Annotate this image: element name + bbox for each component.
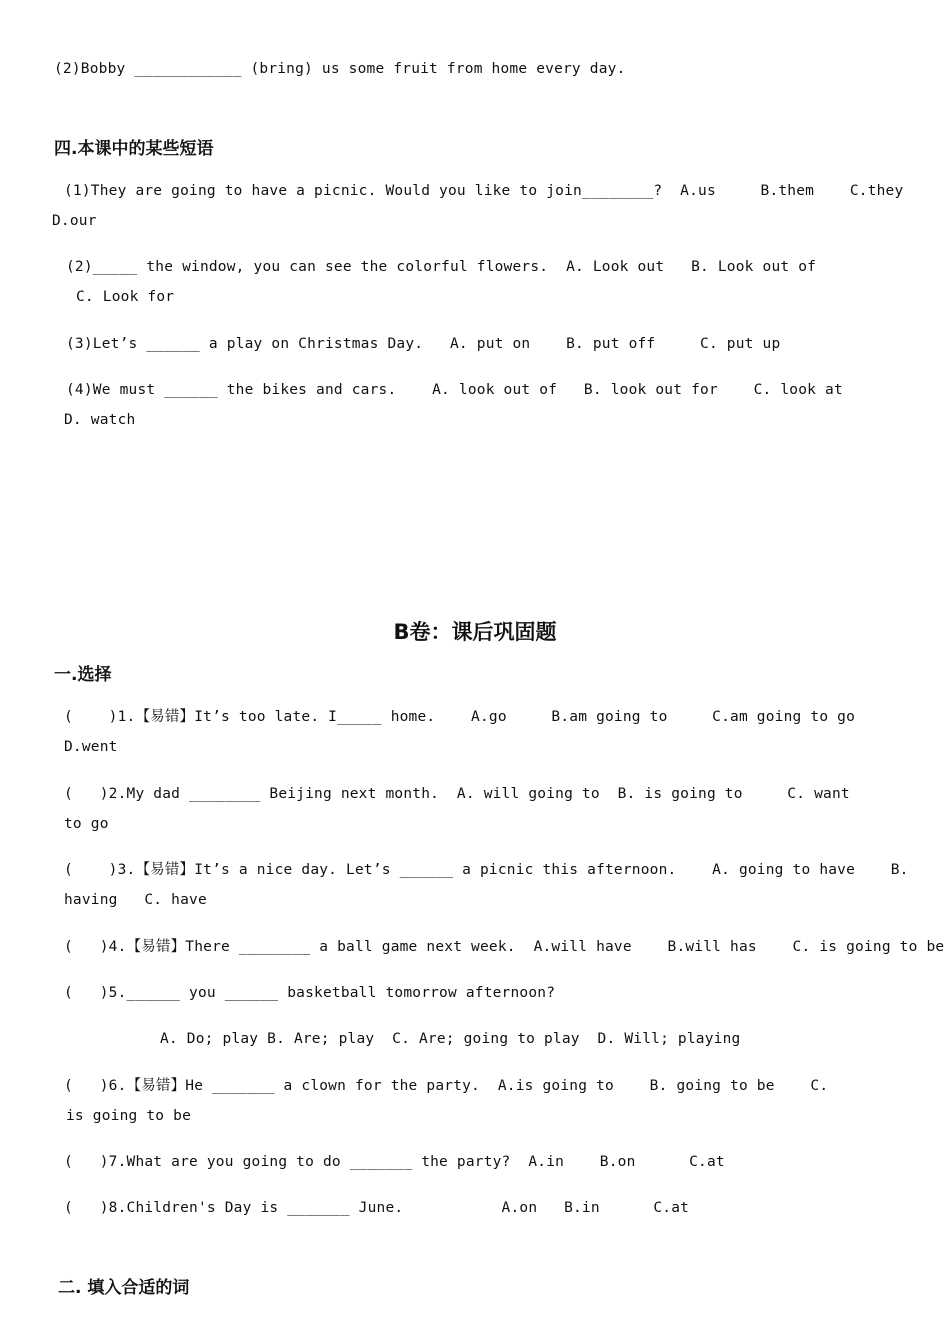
- s4-q2-line2: C. Look for: [76, 289, 175, 305]
- b-q2-line1: ( )2.My dad ________ Beijing next month. A. will going to B. is going to C. want: [64, 786, 850, 802]
- s4-q4-line2: D. watch: [64, 412, 136, 428]
- b-q6-line1: ( )6.【易错】He _______ a clown for the party. A.is going to B. going to be C.: [64, 1078, 829, 1094]
- b-q3-line1: ( )3.【易错】It’s a nice day. Let’s ______ a picnic this afternoon. A. going to have B.: [64, 862, 909, 878]
- section4-heading: 四.本课中的某些短语: [54, 139, 214, 159]
- b-q8-line1: ( )8.Children's Day is _______ June. A.on B.in C.at: [64, 1200, 690, 1216]
- s4-q1-line2: D.our: [52, 213, 97, 229]
- part-b-title: B卷：课后巩固题: [393, 620, 557, 644]
- b-q5-options: A. Do; play B. Are; play C. Are; going to play D. Will; playing: [160, 1031, 741, 1047]
- b-q7-line1: ( )7.What are you going to do _______ the party? A.in B.on C.at: [64, 1154, 725, 1170]
- b-q1-line2: D.went: [64, 739, 118, 755]
- s4-q3-line1: (3)Let’s ______ a play on Christmas Day. A. put on B. put off C. put up: [66, 336, 781, 352]
- section2-heading: 二. 填入合适的词: [58, 1278, 190, 1298]
- section1-heading: 一.选择: [54, 665, 112, 685]
- b-q2-line2: to go: [64, 816, 109, 832]
- s4-q1-line1: (1)They are going to have a picnic. Would you like to join________? A.us B.them C.they: [64, 183, 904, 199]
- bring-question: (2)Bobby ____________ (bring) us some fruit from home every day.: [54, 61, 626, 77]
- b-q4-line1: ( )4.【易错】There ________ a ball game next week. A.will have B.will has C. is going to be: [64, 939, 945, 955]
- s4-q2-line1: (2)_____ the window, you can see the colorful flowers. A. Look out B. Look out of: [66, 259, 817, 275]
- b-q6-line2: is going to be: [66, 1108, 192, 1124]
- b-q3-line2: having C. have: [64, 892, 207, 908]
- s4-q4-line1: (4)We must ______ the bikes and cars. A. look out of B. look out for C. look at: [66, 382, 843, 398]
- b-q5-line1: ( )5.______ you ______ basketball tomorrow afternoon?: [64, 985, 556, 1001]
- b-q1-line1: ( )1.【易错】It’s too late. I_____ home. A.go B.am going to C.am going to go: [64, 709, 856, 725]
